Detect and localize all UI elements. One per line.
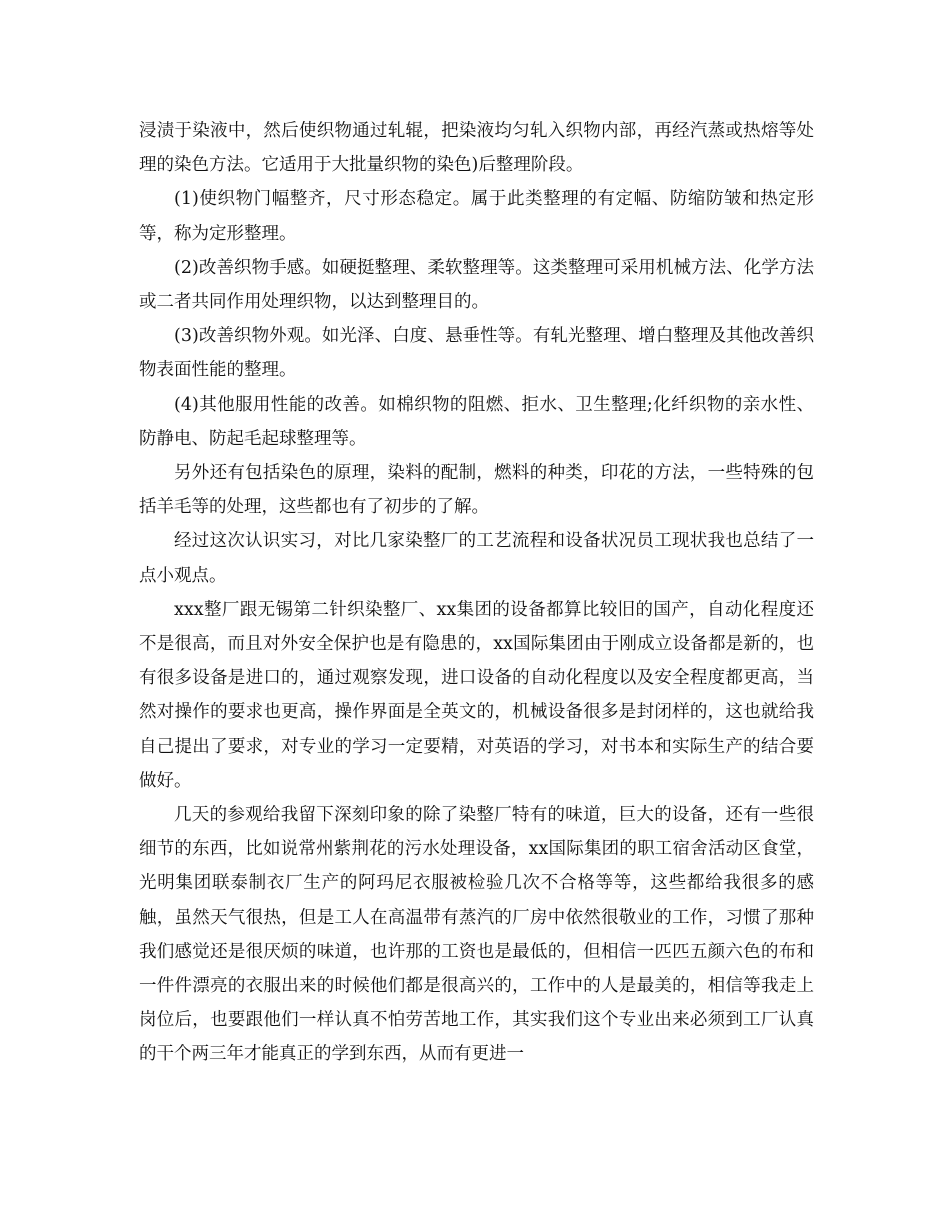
paragraph-8: xxx整厂跟无锡第二针织染整厂、xx集团的设备都算比较旧的国产，自动化程度还不是很高，而且对外安全保护也是有隐患的，xx国际集团由于刚成立设备都是新的，也有很多设备是进口的，通过观察发现，进口设备的自动化程度以及安全程度都更高，当然对操作的要求也更高，操作界面是全英文的，机械设备很多是封闭样的，这也就给我自己提出了要求，对专业的学习一定要精，对英语的学习，对书本和实际生产的结合要做好。 <box>139 599 814 791</box>
document-body <box>139 114 814 1072</box>
paragraph-5: (4)其他服用性能的改善。如棉织物的阻燃、拒水、卫生整理;化纤织物的亲水性、防静电、防起毛起球整理等。 <box>139 394 814 449</box>
paragraph-9: 几天的参观给我留下深刻印象的除了染整厂特有的味道，巨大的设备，还有一些很细节的东西，比如说常州紫荆花的污水处理设备，xx国际集团的职工宿舍活动区食堂，光明集团联泰制衣厂生产的阿玛尼衣服被检验几次不合格等等，这些都给我很多的感触，虽然天气很热，但是工人在高温带有蒸汽的厂房中依然很敬业的工作，习惯了那种我们感觉还是很厌烦的味道，也许那的工资也是最低的，但相信一匹匹五颜六色的布和一件件漂亮的衣服出来的时候他们都是很高兴的，工作中的人是最美的，相信等我走上岗位后，也要跟他们一样认真不怕劳苦地工作，其实我们这个专业出来必须到工厂认真的干个两三年才能真正的学到东西，从而有更进一 <box>139 805 814 1065</box>
paragraph-1: 浸渍于染液中，然后使织物通过轧辊，把染液均匀轧入织物内部，再经汽蒸或热熔等处理的染色方法。它适用于大批量织物的染色)后整理阶段。 <box>139 121 814 176</box>
paragraph-3: (2)改善织物手感。如硬挺整理、柔软整理等。这类整理可采用机械方法、化学方法或二者共同作用处理织物，以达到整理目的。 <box>139 257 814 313</box>
paragraph-6: 另外还有包括染色的原理，染料的配制，燃料的种类，印花的方法，一些特殊的包括羊毛等的处理，这些都也有了初步的了解。 <box>139 463 814 518</box>
paragraph-4: (3)改善织物外观。如光泽、白度、悬垂性等。有轧光整理、增白整理及其他改善织物表面性能的整理。 <box>139 326 814 381</box>
paragraph-7: 经过这次认识实习，对比几家染整厂的工艺流程和设备状况员工现状我也总结了一点小观点。 <box>139 531 814 586</box>
paragraph-2: (1)使织物门幅整齐，尺寸形态稳定。属于此类整理的有定幅、防缩防皱和热定形等，称为定形整理。 <box>139 189 814 244</box>
